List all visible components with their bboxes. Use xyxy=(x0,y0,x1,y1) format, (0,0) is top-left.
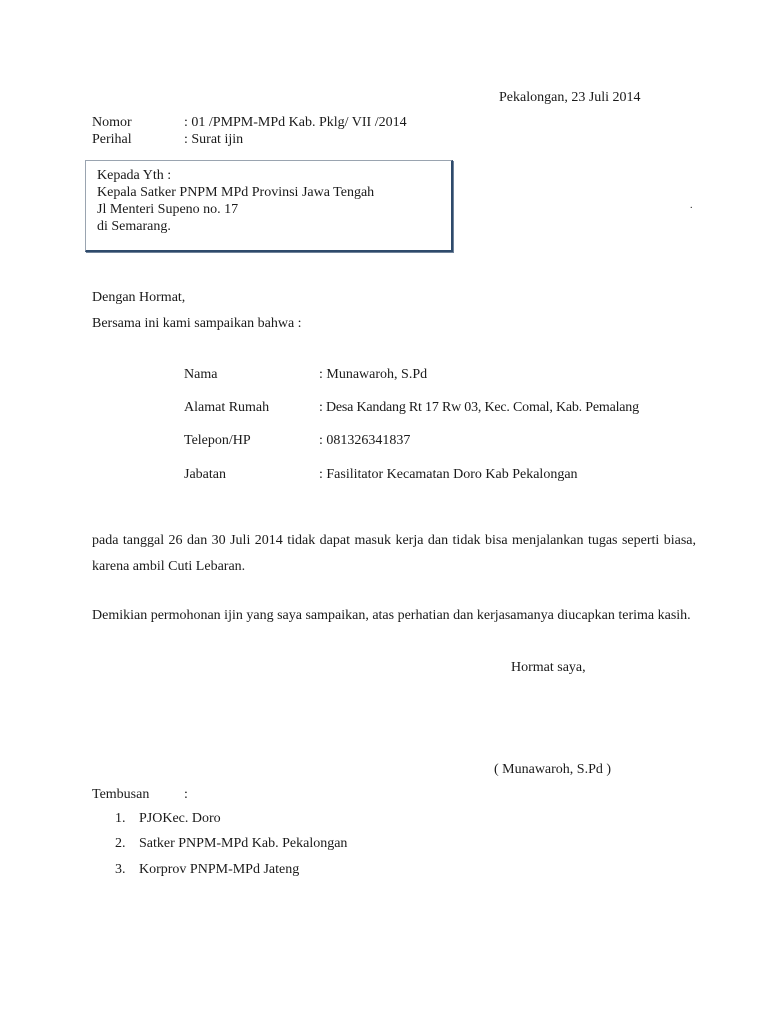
detail-value-telepon: : 081326341837 xyxy=(319,433,411,448)
detail-label-jabatan: Jabatan xyxy=(184,467,226,482)
cc-item-text: Korprov PNPM-MPd Jateng xyxy=(139,862,300,877)
regards: Hormat saya, xyxy=(511,660,586,675)
detail-label-nama: Nama xyxy=(184,367,218,382)
address-line-4: di Semarang. xyxy=(97,219,171,234)
cc-item-number: 2. xyxy=(115,836,126,851)
detail-label-alamat: Alamat Rumah xyxy=(184,400,270,415)
cc-item-text: PJOKec. Doro xyxy=(139,811,221,826)
meta-value-nomor: : 01 /PMPM-MPd Kab. Pklg/ VII /2014 xyxy=(184,115,407,130)
address-line-1: Kepada Yth : xyxy=(97,168,172,183)
greeting: Dengan Hormat, xyxy=(92,290,186,305)
address-line-3: Jl Menteri Supeno no. 17 xyxy=(97,202,239,217)
cc-label: Tembusan xyxy=(92,787,150,802)
cc-item-number: 1. xyxy=(115,811,126,826)
intro-line: Bersama ini kami sampaikan bahwa : xyxy=(92,316,302,331)
cc-item-text: Satker PNPM-MPd Kab. Pekalongan xyxy=(139,836,348,851)
signature-name: ( Munawaroh, S.Pd ) xyxy=(494,762,612,777)
cc-item-number: 3. xyxy=(115,862,126,877)
meta-label-perihal: Perihal xyxy=(92,132,132,147)
detail-label-telepon: Telepon/HP xyxy=(184,433,251,448)
closing-paragraph: Demikian permohonan ijin yang saya sampaikan, atas perhatian dan kerjasamanya diucapkan terima kasih. xyxy=(92,608,691,623)
meta-label-nomor: Nomor xyxy=(92,115,132,130)
body-paragraph: pada tanggal 26 dan 30 Juli 2014 tidak dapat masuk kerja dan tidak bisa menjalankan tugas seperti biasa, karena ambil Cuti Lebaran. xyxy=(92,533,696,574)
address-line-2: Kepala Satker PNPM MPd Provinsi Jawa Tengah xyxy=(97,185,375,200)
place-date: Pekalongan, 23 Juli 2014 xyxy=(499,90,641,105)
detail-value-jabatan: : Fasilitator Kecamatan Doro Kab Pekalongan xyxy=(319,467,578,482)
detail-value-nama: : Munawaroh, S.Pd xyxy=(319,367,428,382)
cc-colon: : xyxy=(184,787,188,802)
recipient-address-box xyxy=(85,160,453,252)
meta-value-perihal: : Surat ijin xyxy=(184,132,244,147)
detail-value-alamat: : Desa Kandang Rt 17 Rw 03, Kec. Comal, Kab. Pemalang xyxy=(319,400,639,415)
stray-dot: . xyxy=(690,200,693,211)
